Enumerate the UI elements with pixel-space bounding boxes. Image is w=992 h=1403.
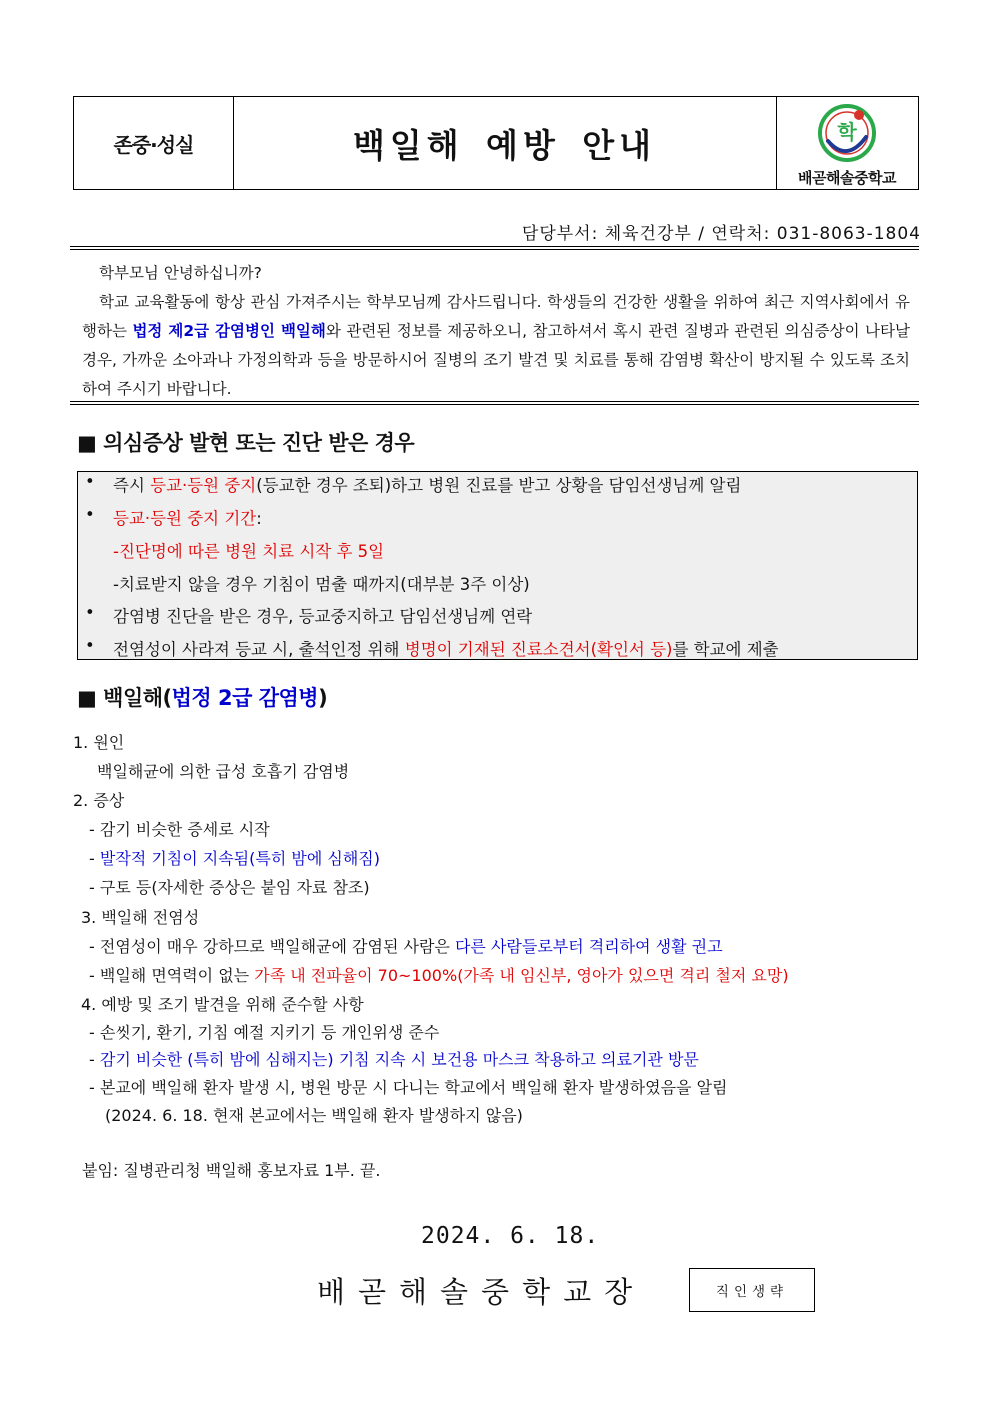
text: :	[256, 509, 262, 528]
signer: 배곧해솔중학교장	[317, 1275, 646, 1309]
contagion-line	[89, 963, 789, 986]
text-red: 가족 내 전파율이 70~100%(가족 내 임신부, 영아가 있으면 격리 철저 요망)	[254, 966, 789, 985]
text-blue: 감기 비슷한 (특히 밤에 심해지는) 기침 지속 시 보건용 마스크 착용하고 의료기관 방문	[99, 1050, 699, 1069]
text: ■ 백일해(	[77, 686, 172, 710]
contagion-line	[89, 934, 723, 957]
text: -	[89, 849, 100, 868]
text-red: 등교·등원 중지	[150, 476, 257, 495]
symptom-line: - 감기 비슷한 증세로 시작	[89, 820, 270, 839]
symptom-line	[89, 846, 380, 869]
intro-text-part2: 와 관련된 정보를 제공하오니, 참고하셔서 혹시 관련 질병과 관련된 의심증상이 나타날 경우, 가까운 소아과나 가정의학과 등을 방문하시어 질병의 조기 발견 및 치료를 통해 감염병 확산이 방지될 수 있도록 조치하여 주시기 바랍니다.	[82, 322, 910, 398]
text: - 전염성이 매우 강하므로 백일해균에 감염된 사람은	[89, 937, 455, 956]
text: 즉시	[113, 476, 151, 495]
symptom-line: - 구토 등(자세한 증상은 붙임 자료 참조)	[89, 878, 370, 897]
section-heading-symptoms: ■ 의심증상 발현 또는 진단 받은 경우	[77, 431, 415, 455]
text: 감염병 진단을 받은 경우, 등교중지하고 담임선생님께 연락	[113, 607, 533, 626]
seal-omitted-box: 직인생략	[689, 1268, 815, 1312]
contact-info: 담당부서: 체육건강부 / 연락처: 031-8063-1804	[521, 224, 921, 244]
text: 전염성이 사라져 등교 시, 출석인정 위해	[113, 640, 405, 659]
text: -치료받지 않을 경우 기침이 멈출 때까지(대부분 3주 이상)	[113, 575, 530, 594]
section-heading-pertussis	[77, 682, 327, 712]
subheading-prevention: 4. 예방 및 조기 발견을 위해 준수할 사항	[81, 995, 364, 1014]
subheading-symptoms: 2. 증상	[73, 791, 125, 810]
prevention-line	[89, 1047, 699, 1070]
svg-text:학: 학	[837, 120, 857, 144]
school-emblem-icon	[814, 101, 880, 165]
intro-text-part1: 학교 교육활동에 항상 관심 가져주시는 학부모님께 감사드립니다. 학생들의 건강한 생활을 위하여 최근 지역사회에서 유행하는	[82, 293, 910, 340]
bullet: •	[85, 472, 95, 491]
text-blue: 다른 사람들로부터 격리하여 생활 권고	[454, 937, 723, 956]
prevention-line: (2024. 6. 18. 현재 본교에서는 백일해 환자 발생하지 않음)	[105, 1106, 523, 1125]
subheading-contagion: 3. 백일해 전염성	[81, 908, 200, 927]
text-red: -진단명에 따른 병원 치료 시작 후 5일	[113, 542, 385, 561]
intro-text	[82, 259, 910, 404]
divider	[70, 246, 919, 250]
bullet: •	[85, 505, 95, 524]
document-date: 2024. 6. 18.	[421, 1223, 600, 1249]
text: 를 학교에 제출	[672, 640, 779, 659]
text: )	[318, 686, 328, 710]
notice-box	[77, 471, 918, 660]
text: - 백일해 면역력이 없는	[89, 966, 255, 985]
prevention-line: - 손씻기, 환기, 기침 예절 지키기 등 개인위생 준수	[89, 1023, 440, 1042]
school-logo	[776, 97, 918, 189]
text: -	[89, 1050, 100, 1069]
school-motto: 존중·성실	[74, 97, 234, 189]
divider	[70, 401, 919, 405]
text: (등교한 경우 조퇴)하고 병원 진료를 받고 상황을 담임선생님께 알림	[256, 476, 742, 495]
bullet: •	[85, 603, 95, 622]
greeting: 학부모님 안녕하십니까?	[99, 264, 262, 282]
prevention-line: - 본교에 백일해 환자 발생 시, 병원 방문 시 다니는 학교에서 백일해 환자 발생하였음을 알림	[89, 1078, 728, 1097]
header-table	[73, 96, 919, 190]
text-blue: 발작적 기침이 지속됨(특히 밤에 심해짐)	[99, 849, 380, 868]
text-red: 등교·등원 중지 기간	[113, 509, 257, 528]
document-title: 백일해 예방 안내	[233, 97, 777, 189]
school-name-logo: 배곧해솔중학교	[798, 169, 896, 187]
intro-highlight: 법정 제2급 감염병인 백일해	[132, 322, 326, 340]
subheading-cause: 1. 원인	[73, 733, 125, 752]
cause-text: 백일해균에 의한 급성 호흡기 감염병	[97, 762, 350, 781]
text-blue: 법정 2급 감염병	[171, 686, 319, 710]
intro-paragraph	[82, 288, 910, 404]
bullet: •	[85, 636, 95, 655]
text-red: 병명이 기재된 진료소견서(확인서 등)	[404, 640, 673, 659]
attachment-note: 붙임: 질병관리청 백일해 홍보자료 1부. 끝.	[82, 1161, 381, 1180]
